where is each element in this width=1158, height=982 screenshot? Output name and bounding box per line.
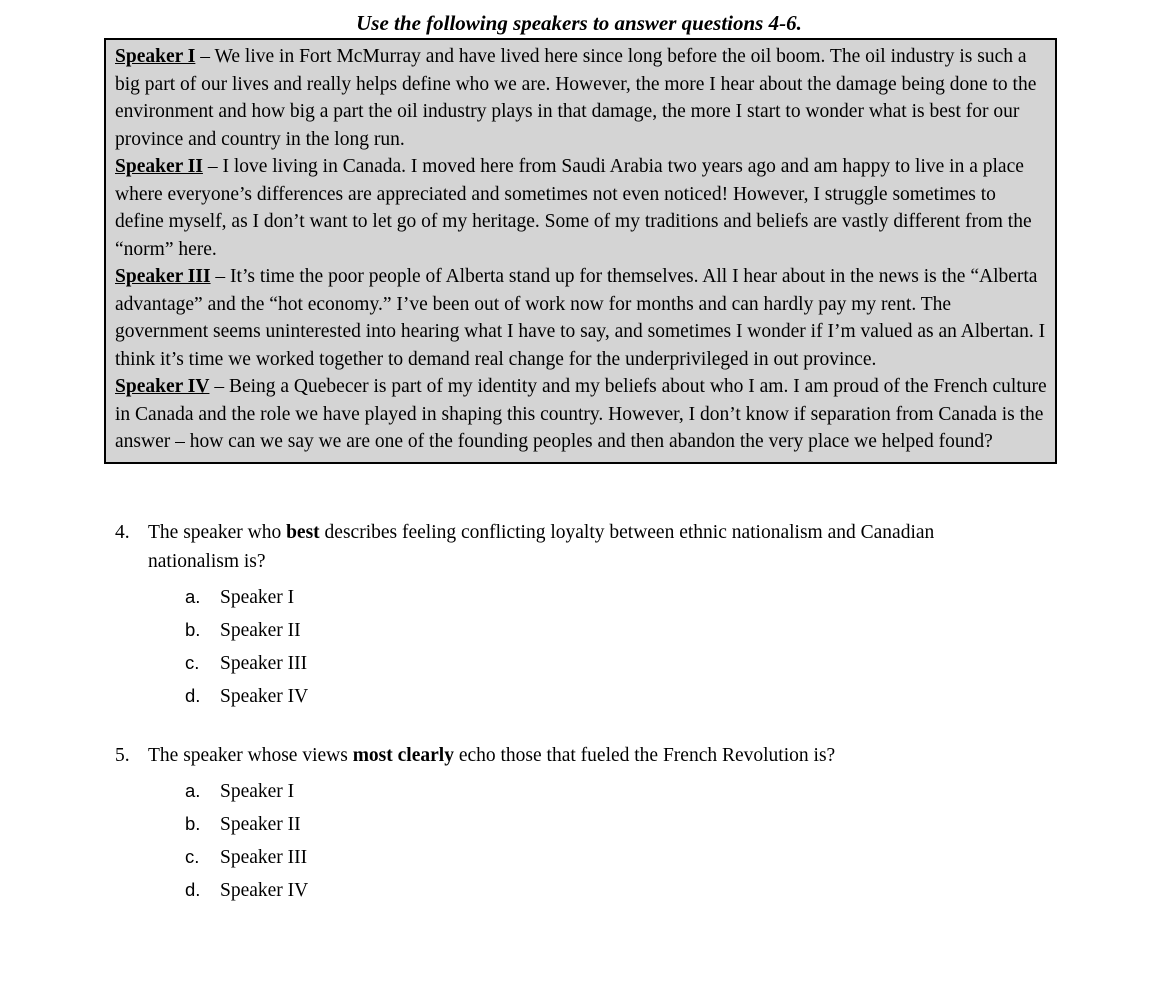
speaker-3-paragraph bbox=[115, 263, 1047, 373]
answer-option bbox=[185, 808, 1158, 841]
answer-option bbox=[185, 841, 1158, 874]
option-label: Speaker II bbox=[220, 813, 301, 835]
question-5-text-bold: most clearly bbox=[352, 744, 454, 766]
dash-separator: – bbox=[210, 266, 231, 287]
dash-separator: – bbox=[202, 156, 223, 177]
speaker-1-paragraph bbox=[115, 43, 1047, 153]
option-label: Speaker I bbox=[220, 586, 295, 608]
question-4-number: 4. bbox=[115, 521, 130, 543]
option-letter: b. bbox=[185, 812, 201, 834]
question-5-text-before: The speaker whose views bbox=[148, 744, 353, 766]
speaker-3-text: It’s time the poor people of Alberta stand up for themselves. All I hear about in the news is the “Alberta advantage” and the “hot economy.” I’ve been out of work now for months and can hardly pay my rent. The government seems uninterested into hearing what I have to say, and sometimes I wonder if I’m valued as an Albertan. I think it’s time we worked together to demand real change for the underprivileged in out province. bbox=[115, 266, 1046, 370]
speaker-1-label: Speaker I bbox=[115, 46, 196, 67]
option-letter: a. bbox=[185, 779, 201, 801]
answer-option bbox=[185, 775, 1158, 808]
option-letter: b. bbox=[185, 618, 201, 640]
option-label: Speaker III bbox=[220, 652, 308, 674]
speaker-2-paragraph bbox=[115, 153, 1047, 263]
dash-separator: – bbox=[209, 376, 229, 397]
option-label: Speaker IV bbox=[220, 685, 309, 707]
speaker-1-text: We live in Fort McMurray and have lived here since long before the oil boom. The oil industry is such a big part of our lives and really helps define who we are. However, the more I hear about the damage being done to the environment and how big a part the oil industry plays in that damage, the more I start to wonder what is best for our province and country in the long run. bbox=[115, 46, 1037, 150]
question-5-text bbox=[148, 741, 835, 770]
question-5-text-after: echo those that fueled the French Revolution is? bbox=[453, 744, 836, 766]
speaker-4-label: Speaker IV bbox=[115, 376, 210, 397]
question-5-options bbox=[185, 775, 1158, 907]
option-letter: c. bbox=[185, 845, 200, 867]
answer-option bbox=[185, 614, 1158, 647]
option-label: Speaker III bbox=[220, 846, 308, 868]
option-letter: a. bbox=[185, 585, 201, 607]
question-4-head bbox=[115, 518, 1158, 576]
option-label: Speaker IV bbox=[220, 879, 309, 901]
answer-option bbox=[185, 581, 1158, 614]
option-label: Speaker I bbox=[220, 780, 295, 802]
option-letter: d. bbox=[185, 684, 201, 706]
question-4-text-before: The speaker who bbox=[148, 521, 287, 543]
question-4-options bbox=[185, 581, 1158, 713]
speaker-3-label: Speaker III bbox=[115, 266, 211, 287]
question-4-text-after: describes feeling conflicting loyalty between ethnic nationalism and Canadian nationalism is? bbox=[148, 521, 935, 572]
instruction-heading: Use the following speakers to answer questions 4-6. bbox=[356, 11, 802, 35]
dash-separator: – bbox=[195, 46, 215, 67]
speaker-passage-box bbox=[104, 38, 1057, 464]
question-5-number: 5. bbox=[115, 744, 130, 766]
answer-option bbox=[185, 680, 1158, 713]
question-4 bbox=[115, 518, 1158, 713]
answer-option bbox=[185, 647, 1158, 680]
option-label: Speaker II bbox=[220, 619, 301, 641]
option-letter: d. bbox=[185, 878, 201, 900]
speaker-2-label: Speaker II bbox=[115, 156, 203, 177]
speaker-4-paragraph bbox=[115, 373, 1047, 456]
questions-section bbox=[115, 518, 1158, 907]
question-5 bbox=[115, 741, 1158, 907]
option-letter: c. bbox=[185, 651, 200, 673]
answer-option bbox=[185, 874, 1158, 907]
question-5-head bbox=[115, 741, 1158, 770]
speaker-4-text: Being a Quebecer is part of my identity and my beliefs about who I am. I am proud of the French culture in Canada and the role we have played in shaping this country. However, I don’t know if separation from Canada is the answer – how can we say we are one of the founding peoples and then abandon the very place we helped found? bbox=[115, 376, 1047, 452]
speaker-2-text: I love living in Canada. I moved here from Saudi Arabia two years ago and am happy to live in a place where everyone’s differences are appreciated and sometimes not even noticed! However, I struggle sometimes to define myself, as I don’t want to let go of my heritage. Some of my traditions and beliefs are vastly different from the “norm” here. bbox=[115, 156, 1032, 260]
question-4-text bbox=[148, 518, 1026, 576]
question-4-text-bold: best bbox=[286, 521, 320, 543]
